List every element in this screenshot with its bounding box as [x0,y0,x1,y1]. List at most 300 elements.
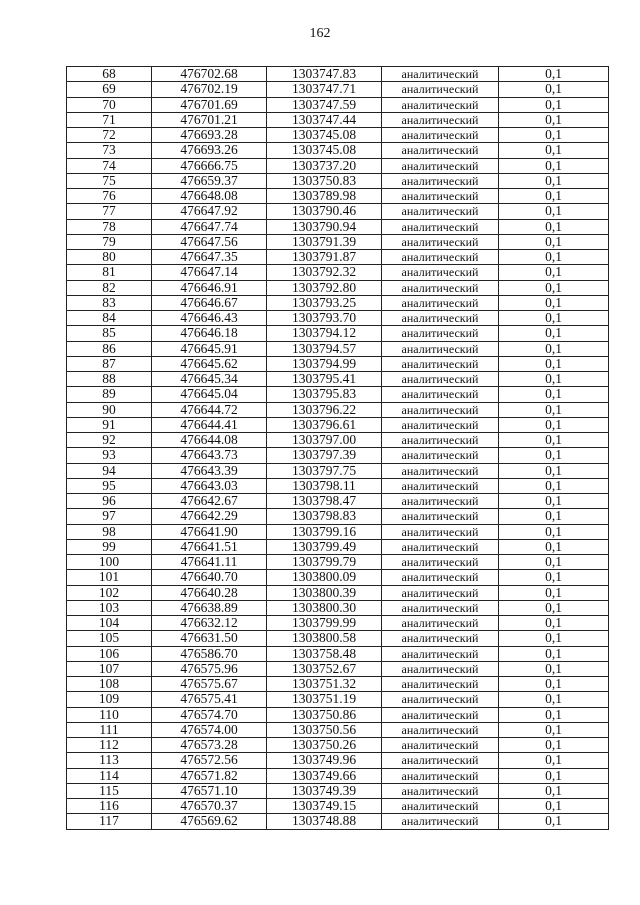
x-coordinate-cell: 476701.21 [152,112,267,127]
point-number-cell: 87 [67,356,152,371]
point-number-cell: 84 [67,311,152,326]
x-coordinate-cell: 476693.28 [152,128,267,143]
x-coordinate-cell: 476645.04 [152,387,267,402]
accuracy-cell: 0,1 [499,82,609,97]
table-row [67,417,609,432]
point-number-cell: 97 [67,509,152,524]
table-row [67,753,609,768]
table-row [67,402,609,417]
accuracy-cell: 0,1 [499,722,609,737]
method-cell: аналитический [382,173,499,188]
table-row [67,356,609,371]
x-coordinate-cell: 476569.62 [152,814,267,829]
accuracy-cell: 0,1 [499,67,609,82]
x-coordinate-cell: 476646.43 [152,311,267,326]
y-coordinate-cell: 1303796.61 [267,417,382,432]
table-row [67,478,609,493]
accuracy-cell: 0,1 [499,600,609,615]
y-coordinate-cell: 1303800.39 [267,585,382,600]
method-cell: аналитический [382,189,499,204]
point-number-cell: 72 [67,128,152,143]
table-row [67,692,609,707]
method-cell: аналитический [382,219,499,234]
point-number-cell: 76 [67,189,152,204]
accuracy-cell: 0,1 [499,799,609,814]
method-cell: аналитический [382,555,499,570]
method-cell: аналитический [382,280,499,295]
y-coordinate-cell: 1303793.25 [267,295,382,310]
table-row [67,311,609,326]
y-coordinate-cell: 1303747.59 [267,97,382,112]
x-coordinate-cell: 476641.11 [152,555,267,570]
method-cell: аналитический [382,250,499,265]
point-number-cell: 117 [67,814,152,829]
x-coordinate-cell: 476646.91 [152,280,267,295]
table-row [67,783,609,798]
point-number-cell: 85 [67,326,152,341]
accuracy-cell: 0,1 [499,326,609,341]
accuracy-cell: 0,1 [499,509,609,524]
table-row [67,128,609,143]
method-cell: аналитический [382,158,499,173]
point-number-cell: 75 [67,173,152,188]
x-coordinate-cell: 476638.89 [152,600,267,615]
y-coordinate-cell: 1303791.87 [267,250,382,265]
method-cell: аналитический [382,417,499,432]
y-coordinate-cell: 1303790.46 [267,204,382,219]
table-row [67,387,609,402]
point-number-cell: 83 [67,295,152,310]
x-coordinate-cell: 476646.67 [152,295,267,310]
method-cell: аналитический [382,783,499,798]
point-number-cell: 98 [67,524,152,539]
accuracy-cell: 0,1 [499,661,609,676]
point-number-cell: 69 [67,82,152,97]
table-row [67,265,609,280]
table-row [67,799,609,814]
y-coordinate-cell: 1303747.71 [267,82,382,97]
method-cell: аналитический [382,677,499,692]
table-row [67,631,609,646]
point-number-cell: 92 [67,433,152,448]
page-number: 162 [309,26,331,41]
accuracy-cell: 0,1 [499,295,609,310]
point-number-cell: 110 [67,707,152,722]
accuracy-cell: 0,1 [499,524,609,539]
accuracy-cell: 0,1 [499,417,609,432]
y-coordinate-cell: 1303749.15 [267,799,382,814]
y-coordinate-cell: 1303798.47 [267,494,382,509]
point-number-cell: 103 [67,600,152,615]
table-row [67,677,609,692]
table-row [67,234,609,249]
table-row [67,646,609,661]
accuracy-cell: 0,1 [499,372,609,387]
method-cell: аналитический [382,97,499,112]
accuracy-cell: 0,1 [499,570,609,585]
accuracy-cell: 0,1 [499,402,609,417]
x-coordinate-cell: 476644.08 [152,433,267,448]
x-coordinate-cell: 476647.14 [152,265,267,280]
y-coordinate-cell: 1303793.70 [267,311,382,326]
accuracy-cell: 0,1 [499,280,609,295]
point-number-cell: 109 [67,692,152,707]
point-number-cell: 107 [67,661,152,676]
y-coordinate-cell: 1303750.56 [267,722,382,737]
method-cell: аналитический [382,692,499,707]
accuracy-cell: 0,1 [499,204,609,219]
x-coordinate-cell: 476632.12 [152,616,267,631]
table-row [67,616,609,631]
y-coordinate-cell: 1303797.39 [267,448,382,463]
method-cell: аналитический [382,661,499,676]
method-cell: аналитический [382,616,499,631]
point-number-cell: 68 [67,67,152,82]
table-row [67,280,609,295]
accuracy-cell: 0,1 [499,387,609,402]
point-number-cell: 79 [67,234,152,249]
accuracy-cell: 0,1 [499,128,609,143]
point-number-cell: 89 [67,387,152,402]
accuracy-cell: 0,1 [499,616,609,631]
point-number-cell: 82 [67,280,152,295]
method-cell: аналитический [382,402,499,417]
x-coordinate-cell: 476645.91 [152,341,267,356]
y-coordinate-cell: 1303791.39 [267,234,382,249]
y-coordinate-cell: 1303799.16 [267,524,382,539]
y-coordinate-cell: 1303790.94 [267,219,382,234]
table-row [67,173,609,188]
y-coordinate-cell: 1303799.49 [267,539,382,554]
accuracy-cell: 0,1 [499,448,609,463]
table-row [67,814,609,829]
y-coordinate-cell: 1303800.30 [267,600,382,615]
x-coordinate-cell: 476643.73 [152,448,267,463]
point-number-cell: 70 [67,97,152,112]
method-cell: аналитический [382,814,499,829]
method-cell: аналитический [382,112,499,127]
point-number-cell: 81 [67,265,152,280]
table-row [67,204,609,219]
y-coordinate-cell: 1303792.80 [267,280,382,295]
method-cell: аналитический [382,67,499,82]
accuracy-cell: 0,1 [499,173,609,188]
y-coordinate-cell: 1303747.44 [267,112,382,127]
table-row [67,143,609,158]
y-coordinate-cell: 1303794.12 [267,326,382,341]
method-cell: аналитический [382,600,499,615]
method-cell: аналитический [382,341,499,356]
y-coordinate-cell: 1303750.86 [267,707,382,722]
x-coordinate-cell: 476586.70 [152,646,267,661]
table-row [67,326,609,341]
point-number-cell: 78 [67,219,152,234]
accuracy-cell: 0,1 [499,158,609,173]
x-coordinate-cell: 476574.70 [152,707,267,722]
x-coordinate-cell: 476647.74 [152,219,267,234]
accuracy-cell: 0,1 [499,97,609,112]
method-cell: аналитический [382,82,499,97]
table-row [67,509,609,524]
method-cell: аналитический [382,265,499,280]
accuracy-cell: 0,1 [499,356,609,371]
method-cell: аналитический [382,524,499,539]
method-cell: аналитический [382,509,499,524]
table-row [67,707,609,722]
accuracy-cell: 0,1 [499,631,609,646]
table-row [67,463,609,478]
method-cell: аналитический [382,128,499,143]
table-row [67,372,609,387]
point-number-cell: 101 [67,570,152,585]
point-number-cell: 71 [67,112,152,127]
accuracy-cell: 0,1 [499,783,609,798]
table-row [67,295,609,310]
y-coordinate-cell: 1303749.96 [267,753,382,768]
y-coordinate-cell: 1303800.09 [267,570,382,585]
table-row [67,341,609,356]
table-row [67,82,609,97]
accuracy-cell: 0,1 [499,265,609,280]
x-coordinate-cell: 476643.39 [152,463,267,478]
accuracy-cell: 0,1 [499,433,609,448]
y-coordinate-cell: 1303798.83 [267,509,382,524]
table-row [67,250,609,265]
method-cell: аналитический [382,646,499,661]
point-number-cell: 106 [67,646,152,661]
x-coordinate-cell: 476575.96 [152,661,267,676]
table-body [67,67,609,830]
accuracy-cell: 0,1 [499,189,609,204]
x-coordinate-cell: 476645.62 [152,356,267,371]
table-row [67,661,609,676]
y-coordinate-cell: 1303758.48 [267,646,382,661]
y-coordinate-cell: 1303798.11 [267,478,382,493]
y-coordinate-cell: 1303749.66 [267,768,382,783]
x-coordinate-cell: 476640.70 [152,570,267,585]
y-coordinate-cell: 1303792.32 [267,265,382,280]
accuracy-cell: 0,1 [499,768,609,783]
table-row [67,539,609,554]
x-coordinate-cell: 476570.37 [152,799,267,814]
x-coordinate-cell: 476648.08 [152,189,267,204]
coordinates-table [66,66,609,830]
accuracy-cell: 0,1 [499,692,609,707]
accuracy-cell: 0,1 [499,753,609,768]
table-row [67,189,609,204]
x-coordinate-cell: 476647.35 [152,250,267,265]
table-row [67,158,609,173]
point-number-cell: 111 [67,722,152,737]
x-coordinate-cell: 476641.90 [152,524,267,539]
point-number-cell: 100 [67,555,152,570]
method-cell: аналитический [382,311,499,326]
accuracy-cell: 0,1 [499,707,609,722]
accuracy-cell: 0,1 [499,677,609,692]
x-coordinate-cell: 476572.56 [152,753,267,768]
method-cell: аналитический [382,463,499,478]
method-cell: аналитический [382,631,499,646]
method-cell: аналитический [382,295,499,310]
point-number-cell: 113 [67,753,152,768]
y-coordinate-cell: 1303750.83 [267,173,382,188]
y-coordinate-cell: 1303749.39 [267,783,382,798]
point-number-cell: 94 [67,463,152,478]
table-row [67,97,609,112]
method-cell: аналитический [382,356,499,371]
accuracy-cell: 0,1 [499,341,609,356]
table-row [67,722,609,737]
y-coordinate-cell: 1303797.00 [267,433,382,448]
accuracy-cell: 0,1 [499,143,609,158]
point-number-cell: 74 [67,158,152,173]
y-coordinate-cell: 1303795.41 [267,372,382,387]
y-coordinate-cell: 1303737.20 [267,158,382,173]
accuracy-cell: 0,1 [499,463,609,478]
method-cell: аналитический [382,768,499,783]
y-coordinate-cell: 1303796.22 [267,402,382,417]
method-cell: аналитический [382,494,499,509]
accuracy-cell: 0,1 [499,112,609,127]
table-row [67,448,609,463]
table-row [67,494,609,509]
x-coordinate-cell: 476631.50 [152,631,267,646]
method-cell: аналитический [382,585,499,600]
method-cell: аналитический [382,570,499,585]
y-coordinate-cell: 1303789.98 [267,189,382,204]
table-row [67,600,609,615]
x-coordinate-cell: 476646.18 [152,326,267,341]
y-coordinate-cell: 1303748.88 [267,814,382,829]
table-row [67,555,609,570]
method-cell: аналитический [382,143,499,158]
x-coordinate-cell: 476702.68 [152,67,267,82]
y-coordinate-cell: 1303745.08 [267,128,382,143]
x-coordinate-cell: 476575.67 [152,677,267,692]
accuracy-cell: 0,1 [499,555,609,570]
x-coordinate-cell: 476642.29 [152,509,267,524]
method-cell: аналитический [382,204,499,219]
point-number-cell: 105 [67,631,152,646]
accuracy-cell: 0,1 [499,646,609,661]
table-row [67,67,609,82]
x-coordinate-cell: 476647.92 [152,204,267,219]
y-coordinate-cell: 1303751.19 [267,692,382,707]
accuracy-cell: 0,1 [499,814,609,829]
table-row [67,738,609,753]
method-cell: аналитический [382,539,499,554]
method-cell: аналитический [382,372,499,387]
x-coordinate-cell: 476693.26 [152,143,267,158]
point-number-cell: 102 [67,585,152,600]
table-row [67,768,609,783]
table-row [67,433,609,448]
x-coordinate-cell: 476575.41 [152,692,267,707]
x-coordinate-cell: 476574.00 [152,722,267,737]
point-number-cell: 86 [67,341,152,356]
x-coordinate-cell: 476571.10 [152,783,267,798]
accuracy-cell: 0,1 [499,539,609,554]
method-cell: аналитический [382,478,499,493]
point-number-cell: 90 [67,402,152,417]
method-cell: аналитический [382,234,499,249]
point-number-cell: 108 [67,677,152,692]
point-number-cell: 80 [67,250,152,265]
x-coordinate-cell: 476701.69 [152,97,267,112]
accuracy-cell: 0,1 [499,478,609,493]
y-coordinate-cell: 1303797.75 [267,463,382,478]
x-coordinate-cell: 476645.34 [152,372,267,387]
method-cell: аналитический [382,738,499,753]
point-number-cell: 93 [67,448,152,463]
y-coordinate-cell: 1303800.58 [267,631,382,646]
method-cell: аналитический [382,722,499,737]
x-coordinate-cell: 476659.37 [152,173,267,188]
y-coordinate-cell: 1303795.83 [267,387,382,402]
table-row [67,524,609,539]
table-row [67,585,609,600]
point-number-cell: 77 [67,204,152,219]
accuracy-cell: 0,1 [499,234,609,249]
accuracy-cell: 0,1 [499,250,609,265]
table-row [67,570,609,585]
x-coordinate-cell: 476666.75 [152,158,267,173]
x-coordinate-cell: 476641.51 [152,539,267,554]
point-number-cell: 88 [67,372,152,387]
method-cell: аналитический [382,433,499,448]
accuracy-cell: 0,1 [499,738,609,753]
x-coordinate-cell: 476573.28 [152,738,267,753]
point-number-cell: 96 [67,494,152,509]
point-number-cell: 115 [67,783,152,798]
point-number-cell: 73 [67,143,152,158]
point-number-cell: 104 [67,616,152,631]
table-row [67,112,609,127]
accuracy-cell: 0,1 [499,494,609,509]
y-coordinate-cell: 1303751.32 [267,677,382,692]
accuracy-cell: 0,1 [499,311,609,326]
y-coordinate-cell: 1303752.67 [267,661,382,676]
x-coordinate-cell: 476702.19 [152,82,267,97]
x-coordinate-cell: 476571.82 [152,768,267,783]
point-number-cell: 116 [67,799,152,814]
y-coordinate-cell: 1303799.79 [267,555,382,570]
method-cell: аналитический [382,387,499,402]
point-number-cell: 91 [67,417,152,432]
x-coordinate-cell: 476644.72 [152,402,267,417]
x-coordinate-cell: 476643.03 [152,478,267,493]
y-coordinate-cell: 1303747.83 [267,67,382,82]
point-number-cell: 99 [67,539,152,554]
y-coordinate-cell: 1303799.99 [267,616,382,631]
method-cell: аналитический [382,448,499,463]
accuracy-cell: 0,1 [499,585,609,600]
method-cell: аналитический [382,707,499,722]
x-coordinate-cell: 476647.56 [152,234,267,249]
y-coordinate-cell: 1303745.08 [267,143,382,158]
point-number-cell: 95 [67,478,152,493]
method-cell: аналитический [382,799,499,814]
x-coordinate-cell: 476642.67 [152,494,267,509]
method-cell: аналитический [382,753,499,768]
y-coordinate-cell: 1303794.99 [267,356,382,371]
method-cell: аналитический [382,326,499,341]
x-coordinate-cell: 476640.28 [152,585,267,600]
y-coordinate-cell: 1303750.26 [267,738,382,753]
table-row [67,219,609,234]
accuracy-cell: 0,1 [499,219,609,234]
x-coordinate-cell: 476644.41 [152,417,267,432]
